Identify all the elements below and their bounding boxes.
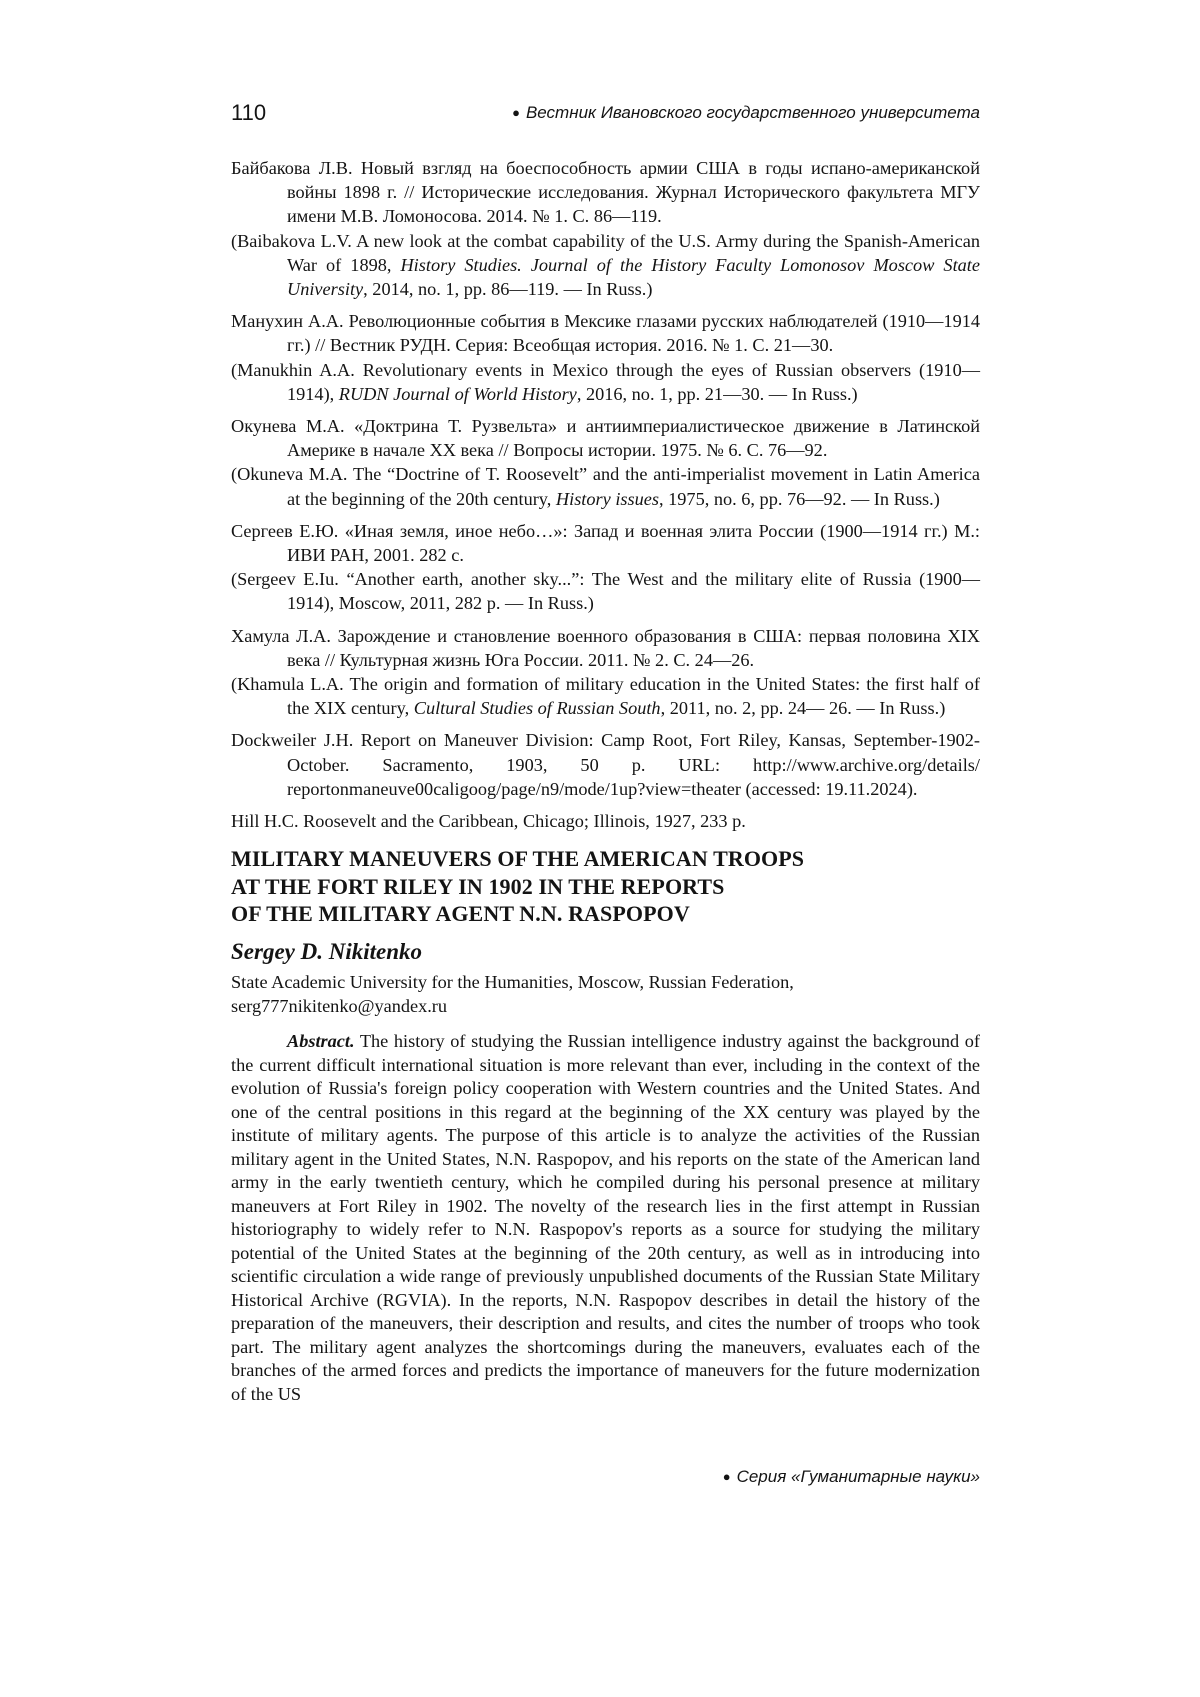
- reference-text: Байбакова Л.В. Новый взгляд на боеспособность армии США в годы испано-американской войны 1898 г. // Исторические исследования. Журнал Исторического факультета МГУ имени М.В. Ломоносова. 2014. № 1. С. 86—119.: [231, 158, 980, 226]
- reference-source-title: History Studies. Journal of the History Faculty Lomonosov Moscow State University: [287, 255, 980, 299]
- reference-text: Хамула Л.А. Зарождение и становление военного образования в США: первая половина XIX века // Культурная жизнь Юга России. 2011. № 2. С. 24—26.: [231, 626, 980, 670]
- reference-entry: [231, 358, 980, 406]
- abstract-label: Abstract.: [287, 1031, 355, 1051]
- abstract: [231, 1030, 980, 1406]
- reference-text: (Sergeev E.Iu. “Another earth, another sky...”: The West and the military elite of Russia (1900—1914), Moscow, 2011, 282 p. — In Russ.): [231, 569, 980, 613]
- reference-entry: [231, 414, 980, 462]
- reference-entry: [231, 567, 980, 615]
- reference-text: , 1975, no. 6, pp. 76—92. — In Russ.): [659, 489, 940, 509]
- abstract-text: The history of studying the Russian intelligence industry against the background of the current difficult international situation is more relevant than ever, including in the context of the evolution of Russia's foreign policy cooperation with Western countries and the United States. And one of the central positions in this regard at the beginning of the XX century was played by the institute of military agents. The purpose of this article is to analyze the activities of the Russian military agent in the United States, N.N. Raspopov, and his reports on the state of the American land army in the early twentieth century, which he compiled during his personal presence at military maneuvers at Fort Riley in 1902. The novelty of the research lies in the first attempt in Russian historiography to widely refer to N.N. Raspopov's reports as a source for studying the military potential of the United States at the beginning of the 20th century, as well as in introducing into scientific circulation a wide range of previously unpublished documents of the Russian State Military Historical Archive (RGVIA). In the reports, N.N. Raspopov describes in detail the history of the preparation of the maneuvers, their description and results, and cites the number of troops who took part. The military agent analyzes the shortcomings during the maneuvers, evaluates each of the branches of the armed forces and predicts the importance of maneuvers for the future modernization of the US: [231, 1031, 980, 1404]
- series-title: Серия «Гуманитарные науки»: [737, 1467, 980, 1486]
- reference-text: , 2011, no. 2, pp. 24— 26. — In Russ.): [661, 698, 946, 718]
- reference-entry: [231, 809, 980, 833]
- article-title-line: AT THE FORT RILEY IN 1902 IN THE REPORTS: [231, 873, 980, 901]
- bullet-icon: ●: [723, 1469, 731, 1484]
- page-number: 110: [231, 100, 266, 126]
- running-header: [231, 100, 980, 130]
- journal-title: [512, 103, 980, 123]
- reference-entry: [231, 156, 980, 229]
- reference-text: , 2014, no. 1, pp. 86—119. — In Russ.): [363, 279, 652, 299]
- reference-text: Dockweiler J.H. Report on Maneuver Division: Camp Root, Fort Riley, Kansas, September-1902-October. Sacramento, 1903, 50 p. URL: http://www.archive.org/details/ reportonmaneuve00caligoog/page/n9/mode/1up?view=theater (accessed: 19.11.2024).: [231, 730, 980, 798]
- reference-text: Манухин А.А. Революционные события в Мексике глазами русских наблюдателей (1910—1914 гг.) // Вестник РУДН. Серия: Всеобщая история. 2016. № 1. С. 21—30.: [231, 311, 980, 355]
- article-title-line: MILITARY MANEUVERS OF THE AMERICAN TROOPS: [231, 845, 980, 873]
- reference-source-title: RUDN Journal of World History: [339, 384, 577, 404]
- reference-text: Сергеев Е.Ю. «Иная земля, иное небо…»: Запад и военная элита России (1900—1914 гг.) М.: ИВИ РАН, 2001. 282 с.: [231, 521, 980, 565]
- reference-text: (Khamula L.A. The origin and formation of military education in the United States: the first half of the XIX century,: [231, 674, 980, 718]
- reference-text: Hill H.C. Roosevelt and the Caribbean, Chicago; Illinois, 1927, 233 p.: [231, 811, 746, 831]
- reference-entry: [231, 229, 980, 302]
- running-footer: [723, 1467, 980, 1487]
- reference-text: (Baibakova L.V. A new look at the combat capability of the U.S. Army during the Spanish-American War of 1898,: [231, 231, 980, 275]
- author-email: serg777nikitenko@yandex.ru: [231, 994, 980, 1018]
- reference-text: Окунева М.А. «Доктрина Т. Рузвельта» и антиимпериалистическое движение в Латинской Америке в начале XX века // Вопросы истории. 1975. № 6. С. 76—92.: [231, 416, 980, 460]
- affiliation-text: State Academic University for the Humanities, Moscow, Russian Federation,: [231, 970, 980, 994]
- reference-source-title: History issues: [556, 489, 659, 509]
- reference-entry: [231, 672, 980, 720]
- reference-entry: [231, 519, 980, 567]
- reference-entry: [231, 462, 980, 510]
- bullet-icon: ●: [512, 105, 520, 120]
- reference-entry: [231, 309, 980, 357]
- reference-list: [231, 156, 980, 833]
- reference-text: (Okuneva M.A. The “Doctrine of T. Roosevelt” and the anti-imperialist movement in Latin America at the beginning of the 20th century,: [231, 464, 980, 508]
- reference-entry: [231, 624, 980, 672]
- reference-text: (Manukhin A.A. Revolutionary events in Mexico through the eyes of Russian observers (1910—1914),: [231, 360, 980, 404]
- journal-title-text: Вестник Ивановского государственного университета: [526, 103, 980, 122]
- page: [0, 0, 1200, 1697]
- author-name: Sergey D. Nikitenko: [231, 939, 422, 965]
- reference-text: , 2016, no. 1, pp. 21—30. — In Russ.): [577, 384, 858, 404]
- article-title-line: OF THE MILITARY AGENT N.N. RASPOPOV: [231, 900, 980, 928]
- article-title: [231, 845, 980, 928]
- reference-entry: [231, 728, 980, 801]
- author-affiliation: [231, 970, 980, 1018]
- reference-source-title: Cultural Studies of Russian South: [414, 698, 661, 718]
